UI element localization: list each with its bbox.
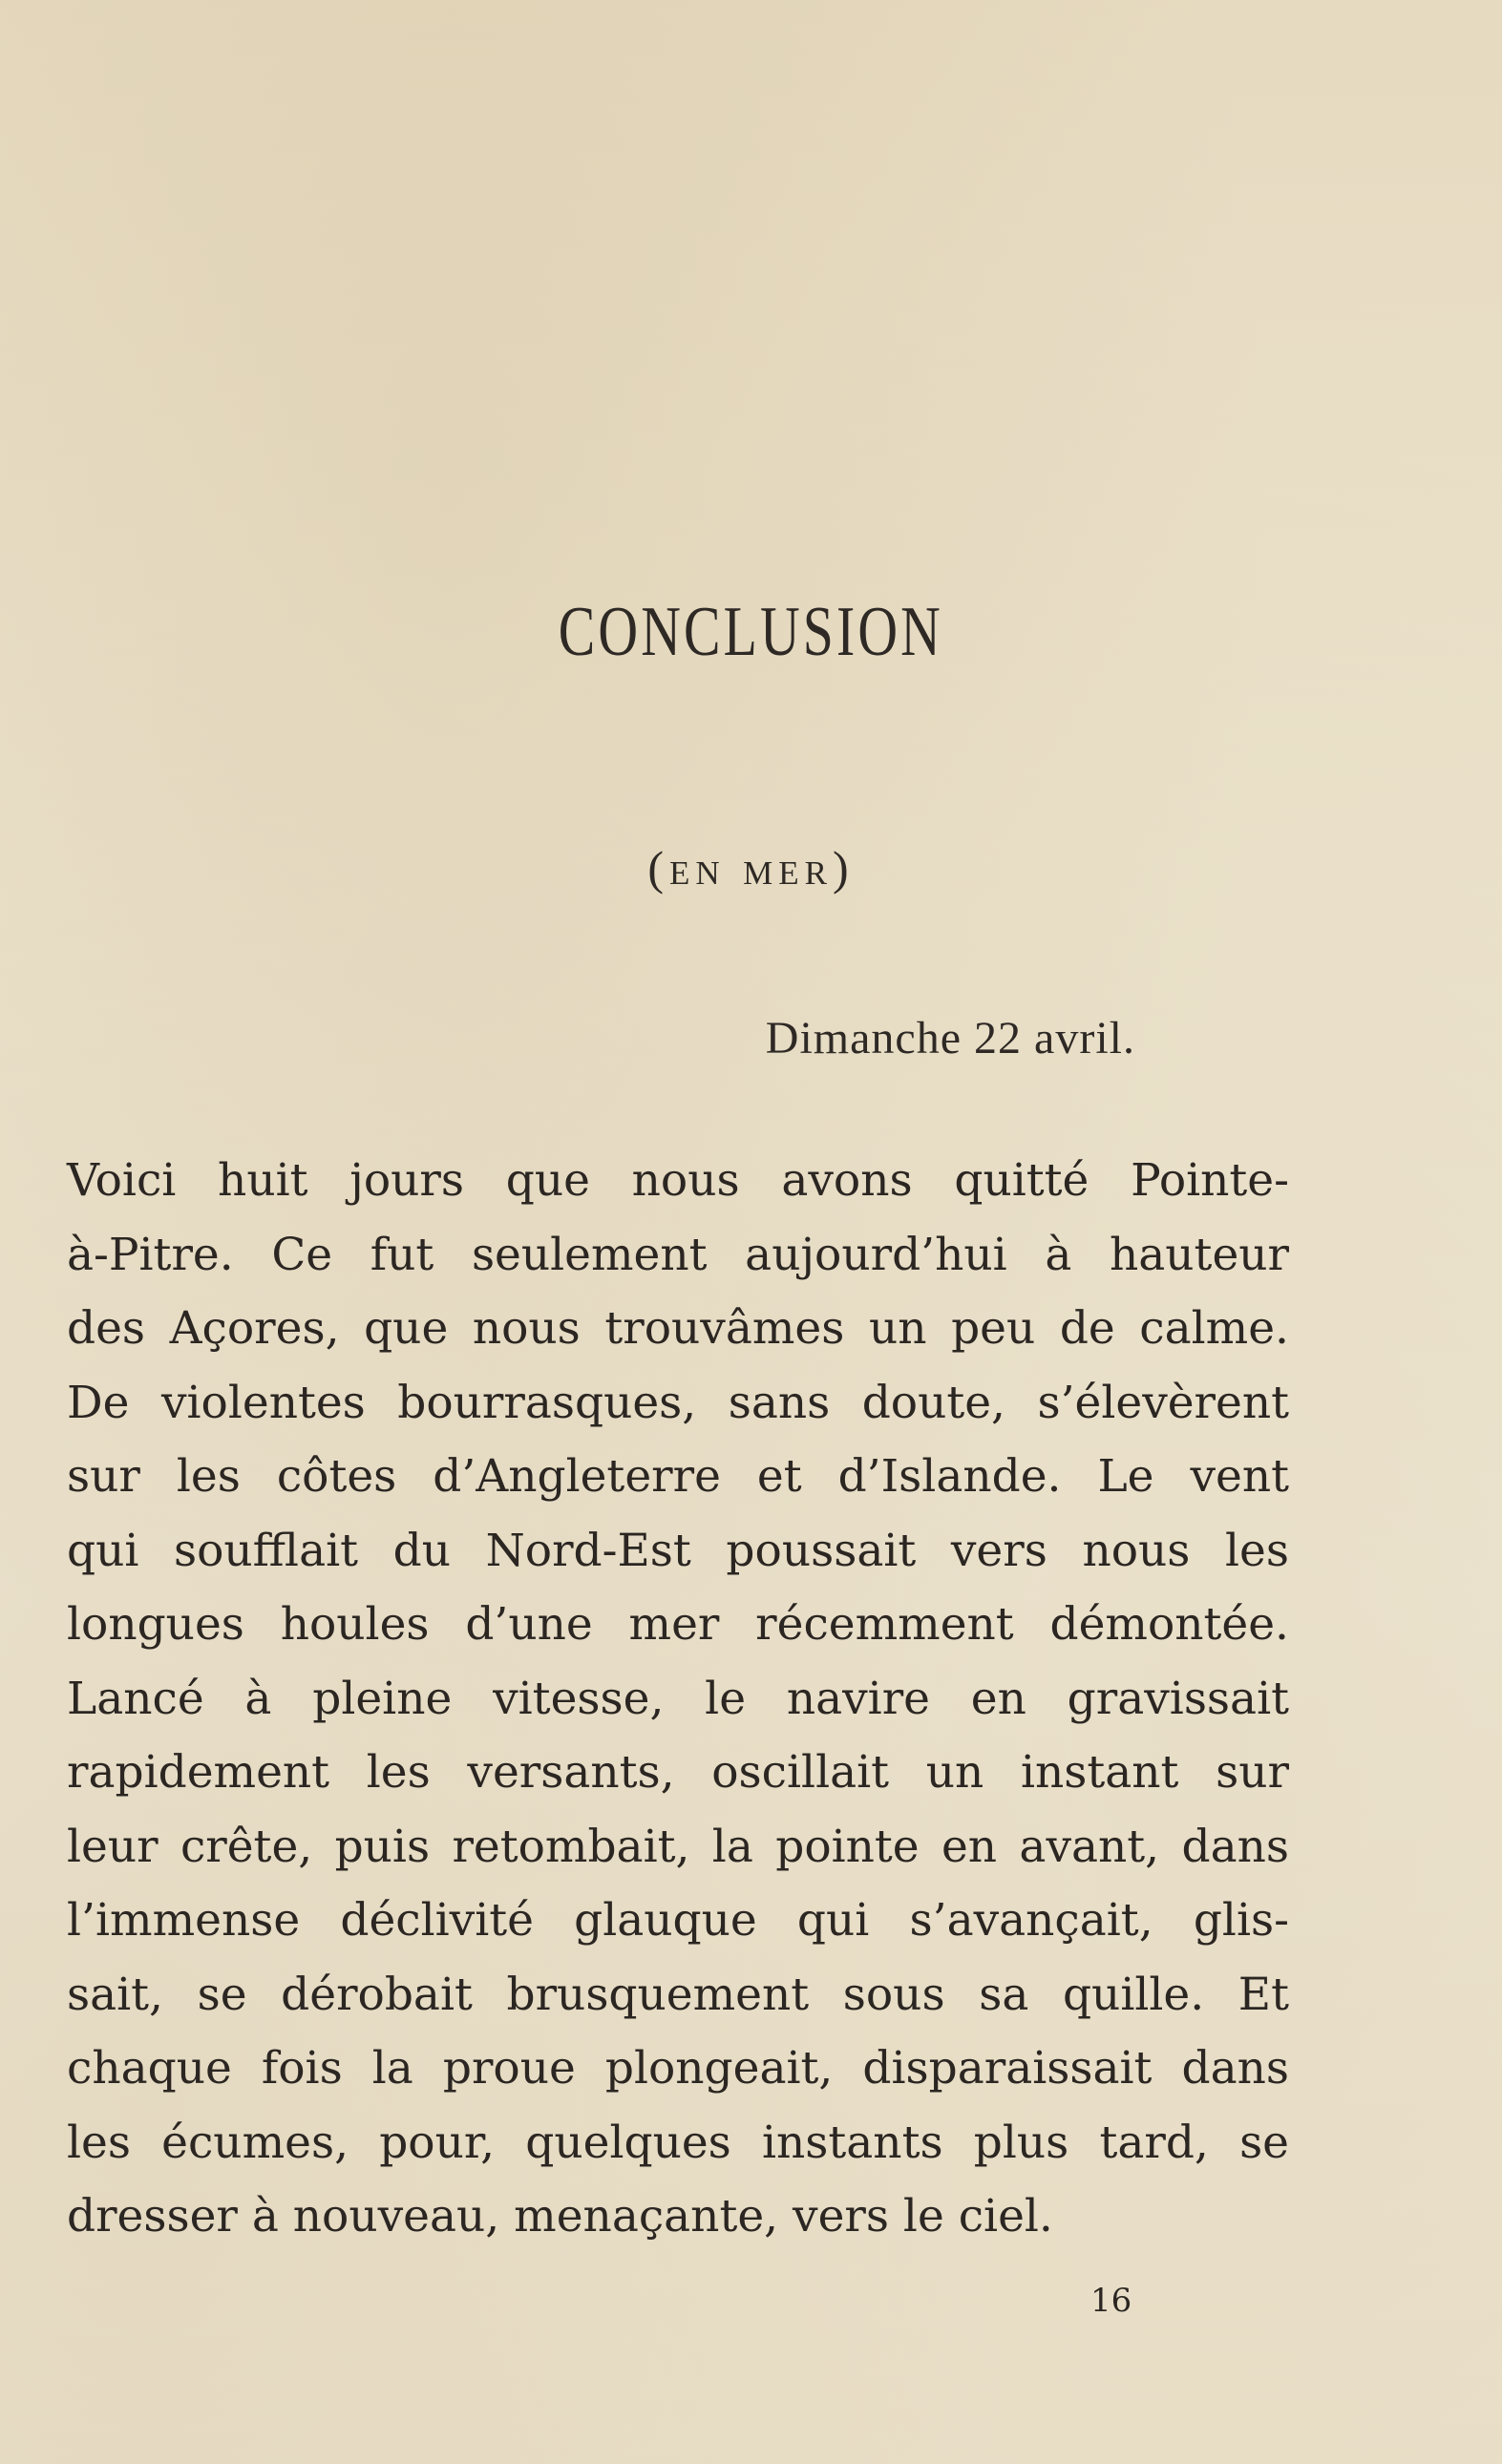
text-line: De violentes bourrasques, sans doute, s’élevèrent [67, 1376, 1289, 1429]
text-line: des Açores, que nous trouvâmes un peu de calme. [67, 1302, 1289, 1355]
text-line: sait, se dérobait brusquement sous sa quille. Et [67, 1968, 1289, 2021]
text-line: à-Pitre. Ce fut seulement aujourd’hui à hauteur [67, 1228, 1289, 1281]
text-line: qui soufflait du Nord-Est poussait vers nous les [67, 1524, 1289, 1577]
text-line: longues houles d’une mer récemment démontée. [67, 1598, 1289, 1651]
text-line: sur les côtes d’Angleterre et d’Islande. Le vent [67, 1450, 1289, 1503]
text-line: l’immense déclivité glauque qui s’avançait, glis- [67, 1894, 1289, 1947]
chapter-subtitle: (en mer) [647, 841, 855, 895]
text-line: Lancé à pleine vitesse, le navire en gravissait [67, 1672, 1289, 1725]
body-paragraph [67, 1144, 1289, 2254]
entry-date: Dimanche 22 avril. [765, 1013, 1135, 1064]
text-line: les écumes, pour, quelques instants plus tard, se [67, 2116, 1289, 2169]
page-number: 16 [1090, 2282, 1132, 2320]
chapter-title: CONCLUSION [558, 593, 943, 671]
text-line: chaque fois la proue plongeait, disparaissait dans [67, 2042, 1289, 2095]
text-line: rapidement les versants, oscillait un instant sur [67, 1746, 1289, 1799]
text-line: Voici huit jours que nous avons quitté Pointe- [67, 1154, 1289, 1207]
text-line: dresser à nouveau, menaçante, vers le ciel. [67, 2190, 1053, 2243]
text-line: leur crête, puis retombait, la pointe en avant, dans [67, 1820, 1289, 1873]
